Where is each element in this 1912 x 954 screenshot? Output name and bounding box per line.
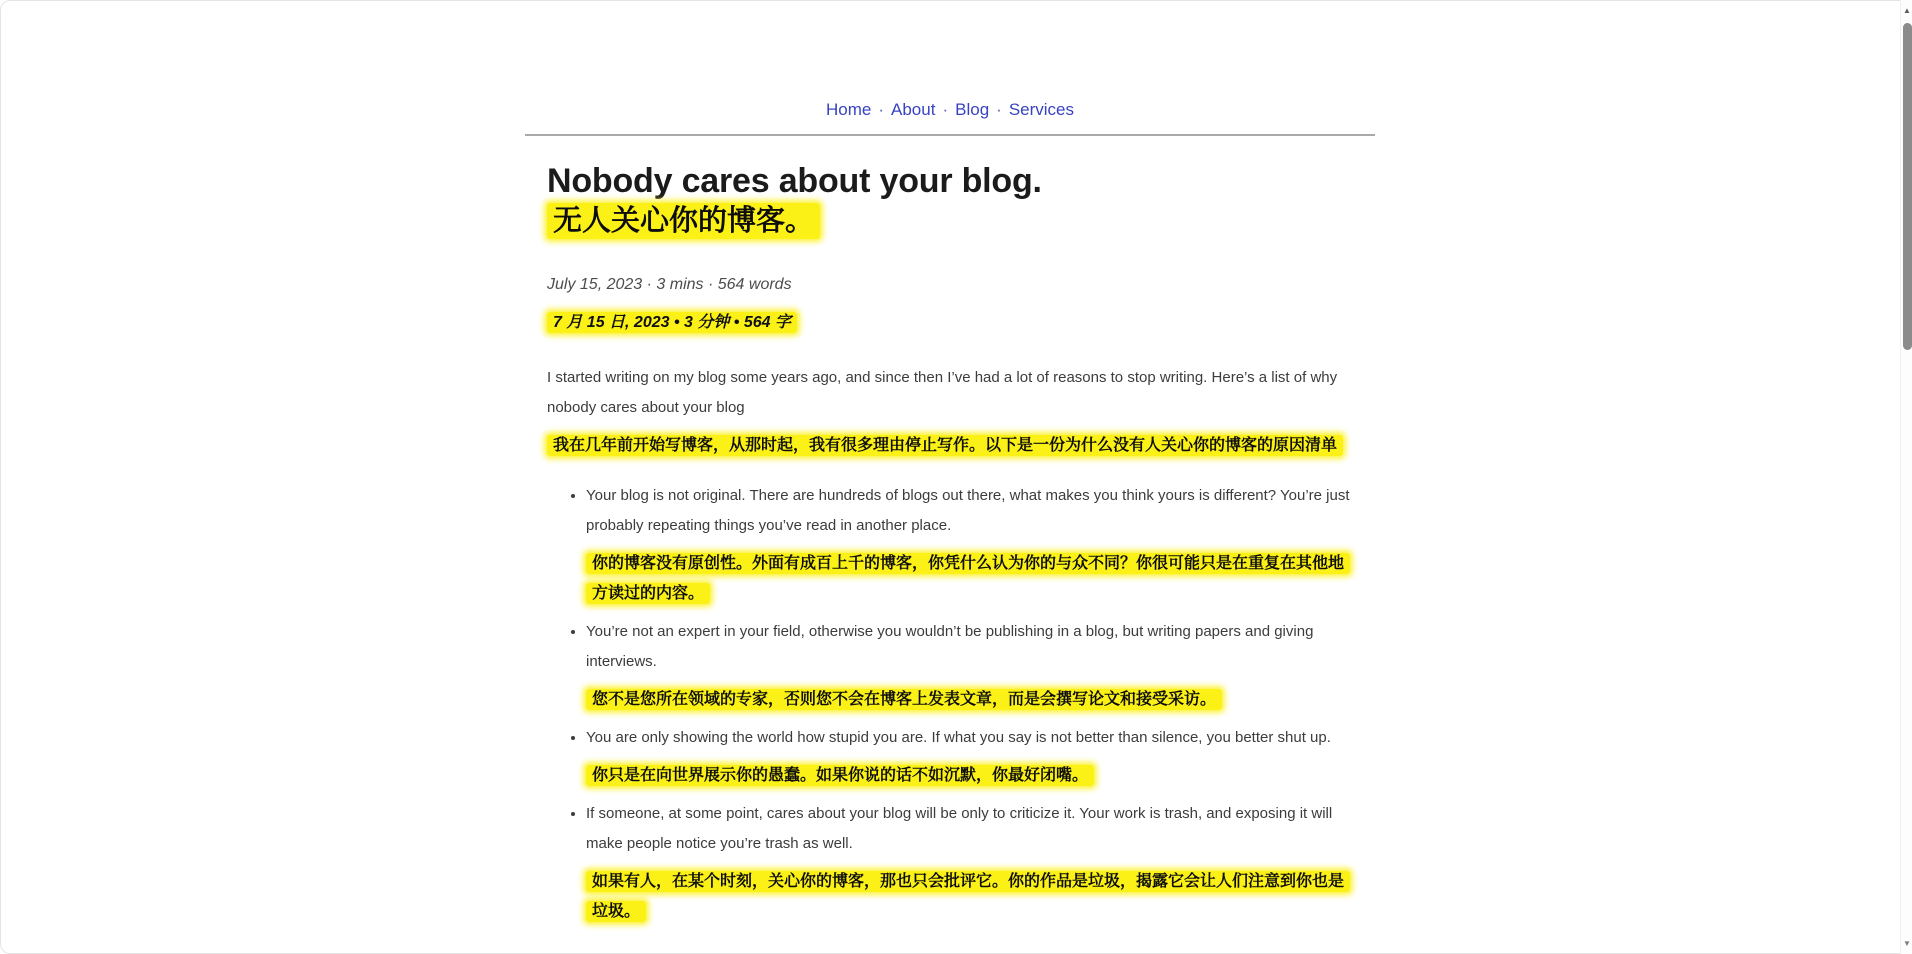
bullet-text-en: • You’re not an expert in your field, otherwise you wouldn’t be publishing in a blog, but writing papers and giving interviews. bbox=[586, 623, 1314, 670]
nav-link-about[interactable]: About bbox=[891, 100, 936, 119]
nav-separator: · bbox=[878, 100, 885, 119]
bullet-text-zh-row bbox=[586, 685, 1353, 715]
intro-paragraph-en: I started writing on my blog some years ago, and since then I’ve had a lot of reasons to stop writing. Here’s a list of why nobody cares about your blog bbox=[547, 369, 1338, 416]
nav-separator: · bbox=[942, 100, 949, 119]
intro-paragraph-zh: 我在几年前开始写博客，从那时起，我有很多理由停止写作。以下是一份为什么没有人关心你的博客的原因清单 bbox=[547, 435, 1343, 456]
nav-link-home[interactable]: Home bbox=[825, 100, 872, 119]
bullet-text-zh: 如果有人，在某个时刻，关心你的博客，那也只会批评它。你的作品是垃圾，揭露它会让人们注意到你也是垃圾。 bbox=[586, 871, 1350, 922]
scrollbar-thumb[interactable] bbox=[1903, 23, 1912, 350]
bullet-text-zh-row bbox=[586, 761, 1353, 791]
list-item bbox=[586, 723, 1353, 791]
post-title-zh-row bbox=[547, 204, 1353, 243]
post-meta-zh: 7 月 15 日, 2023 • 3 分钟 • 564 字 bbox=[547, 312, 797, 333]
post-meta-en: July 15, 2023 · 3 mins · 564 words bbox=[547, 276, 792, 293]
bullet-text-en: • You are only showing the world how stupid you are. If what you say is not better than silence, you better shut up. bbox=[586, 729, 1331, 746]
nav-separator: · bbox=[996, 100, 1002, 119]
post-meta-zh-row bbox=[547, 311, 1353, 335]
header-divider bbox=[525, 134, 1375, 136]
list-item bbox=[586, 799, 1353, 927]
bullet-text-en: • If someone, at some point, cares about your blog will be only to criticize it. Your work is trash, and exposing it will make people notice you’re trash as well. bbox=[586, 805, 1333, 852]
scroll-up-icon[interactable]: ▲ bbox=[1903, 6, 1911, 15]
scrollbar[interactable] bbox=[1900, 0, 1912, 954]
bullet-text-zh-row bbox=[586, 867, 1353, 927]
nav-link-blog[interactable]: Blog bbox=[955, 100, 990, 119]
scroll-down-icon[interactable]: ▼ bbox=[1903, 939, 1911, 948]
main-column bbox=[525, 0, 1375, 927]
reasons-list bbox=[547, 481, 1353, 927]
bullet-text-zh: 你的博客没有原创性。外面有成百上千的博客，你凭什么认为你的与众不同？你很可能只是在重复在其他地方读过的内容。 bbox=[586, 553, 1350, 604]
bullet-text-zh: 您不是您所在领域的专家，否则您不会在博客上发表文章，而是会撰写论文和接受采访。 bbox=[586, 689, 1222, 710]
list-item bbox=[586, 481, 1353, 609]
bullet-text-zh: 你只是在向世界展示你的愚蠢。如果你说的话不如沉默，你最好闭嘴。 bbox=[586, 765, 1094, 786]
list-item bbox=[586, 617, 1353, 715]
post-title-en: Nobody cares about your blog. bbox=[547, 162, 1042, 200]
bullet-text-en: • Your blog is not original. There are hundreds of blogs out there, what makes you think yours is different? You’re just probably repeating things you’ve read in another place. bbox=[586, 487, 1350, 534]
intro-paragraph-zh-row bbox=[547, 431, 1353, 461]
post-title-zh: 无人关心你的博客。 bbox=[547, 203, 820, 239]
bullet-text-zh-row bbox=[586, 549, 1353, 609]
site-nav bbox=[547, 97, 1353, 122]
nav-link-services[interactable]: Services bbox=[1008, 100, 1075, 119]
